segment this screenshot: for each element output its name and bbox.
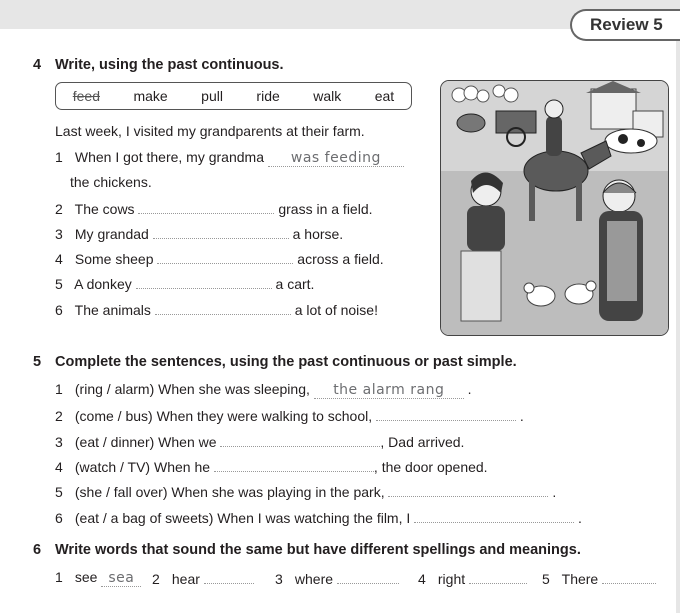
ex4-item-1 bbox=[55, 149, 404, 167]
item-word: There bbox=[561, 571, 599, 587]
item-number: 2 bbox=[152, 571, 160, 587]
ex5-item-5 bbox=[55, 482, 556, 500]
item-text: grass in a field. bbox=[278, 201, 373, 217]
word-bank-item: walk bbox=[313, 88, 342, 104]
item-text: . bbox=[552, 484, 557, 500]
answer-blank[interactable] bbox=[469, 569, 527, 584]
word-bank-item: ride bbox=[256, 88, 280, 104]
item-text: (she / fall over) When she was playing in the park, bbox=[74, 484, 385, 500]
item-text: . bbox=[519, 408, 524, 424]
answer-blank[interactable] bbox=[155, 300, 291, 315]
ex4-item-6 bbox=[55, 300, 378, 318]
answer-field[interactable]: the alarm rang bbox=[314, 382, 464, 399]
ex5-item-4 bbox=[55, 457, 488, 475]
item-number: 5 bbox=[542, 571, 550, 587]
item-number: 1 bbox=[55, 569, 63, 585]
ex4-number: 4 bbox=[33, 57, 42, 73]
word-bank-item: eat bbox=[374, 88, 395, 104]
answer-field[interactable]: was feeding bbox=[268, 150, 404, 167]
ex4-item-4 bbox=[55, 249, 384, 267]
item-text: The animals bbox=[74, 302, 151, 318]
answer-blank[interactable] bbox=[388, 482, 548, 497]
answer-blank[interactable] bbox=[153, 224, 289, 239]
cow-icon bbox=[605, 129, 657, 153]
ex6-item-2 bbox=[152, 569, 254, 587]
answer-field[interactable]: sea bbox=[101, 570, 141, 587]
item-text: The cows bbox=[74, 201, 135, 217]
answer-blank[interactable] bbox=[376, 406, 516, 421]
item-number: 5 bbox=[55, 484, 63, 500]
ex5-heading bbox=[33, 354, 517, 370]
word-bank-item: pull bbox=[201, 88, 223, 104]
ex5-item-1 bbox=[55, 381, 472, 399]
item-text: (come / bus) When they were walking to school, bbox=[74, 408, 373, 424]
item-text: When I got there, my grandma bbox=[74, 149, 264, 165]
item-text: . bbox=[467, 381, 472, 397]
ex5-number: 5 bbox=[33, 354, 42, 370]
item-word: right bbox=[437, 571, 466, 587]
item-text: . bbox=[578, 510, 582, 526]
answer-blank[interactable] bbox=[414, 508, 574, 523]
ex6-number: 6 bbox=[33, 542, 42, 558]
item-word: see bbox=[74, 569, 98, 585]
item-number: 4 bbox=[418, 571, 426, 587]
item-text: My grandad bbox=[74, 226, 149, 242]
ex6-heading bbox=[33, 542, 581, 558]
item-text: (eat / dinner) When we bbox=[74, 434, 217, 450]
answer-blank[interactable] bbox=[204, 569, 254, 584]
item-text: , the door opened. bbox=[373, 459, 488, 475]
answer-blank[interactable] bbox=[138, 199, 274, 214]
ex5-instruction: Complete the sentences, using the past continuous or past simple. bbox=[55, 354, 517, 370]
item-word: where bbox=[294, 571, 334, 587]
word-bank-item: make bbox=[133, 88, 168, 104]
review-label: Review 5 bbox=[590, 15, 663, 34]
item-word: hear bbox=[171, 571, 200, 587]
word-bank-item: feed bbox=[72, 88, 100, 104]
ex6-item-3 bbox=[275, 569, 399, 587]
item-number: 6 bbox=[55, 302, 63, 318]
ex6-instruction: Write words that sound the same but have different spellings and meanings. bbox=[55, 542, 581, 558]
ex4-instruction: Write, using the past continuous. bbox=[55, 57, 284, 73]
ex4-intro: Last week, I visited my grandparents at their farm. bbox=[55, 123, 365, 139]
ex4-item-5 bbox=[55, 274, 314, 292]
item-number: 2 bbox=[55, 408, 63, 424]
item-number: 3 bbox=[55, 226, 63, 242]
ex6-item-4 bbox=[418, 569, 527, 587]
word-bank bbox=[55, 82, 412, 110]
page-edge-strip bbox=[676, 29, 680, 613]
item-text: (watch / TV) When he bbox=[74, 459, 211, 475]
item-number: 2 bbox=[55, 201, 63, 217]
farm-illustration bbox=[440, 80, 669, 336]
item-number: 4 bbox=[55, 459, 63, 475]
item-number: 4 bbox=[55, 251, 63, 267]
review-tab bbox=[570, 9, 680, 41]
item-text: a cart. bbox=[275, 276, 315, 292]
item-number: 3 bbox=[275, 571, 283, 587]
ex4-item-1-cont: the chickens. bbox=[70, 174, 152, 190]
item-text: (ring / alarm) When she was sleeping, bbox=[74, 381, 310, 397]
item-text: (eat / a bag of sweets) When I was watching the film, I bbox=[74, 510, 411, 526]
item-number: 5 bbox=[55, 276, 63, 292]
answer-blank[interactable] bbox=[220, 432, 380, 447]
ex6-item-1 bbox=[55, 569, 141, 587]
answer-blank[interactable] bbox=[602, 569, 656, 584]
item-text: , Dad arrived. bbox=[380, 434, 465, 450]
ex4-item-3 bbox=[55, 224, 343, 242]
answer-blank[interactable] bbox=[214, 457, 374, 472]
ex5-item-3 bbox=[55, 432, 464, 450]
ex6-item-5 bbox=[542, 569, 656, 587]
item-number: 3 bbox=[55, 434, 63, 450]
answer-blank[interactable] bbox=[136, 274, 272, 289]
item-text: a horse. bbox=[292, 226, 344, 242]
ex4-heading bbox=[33, 57, 284, 73]
item-text: A donkey bbox=[74, 276, 132, 292]
item-number: 1 bbox=[55, 149, 63, 165]
item-text: across a field. bbox=[297, 251, 384, 267]
answer-blank[interactable] bbox=[337, 569, 399, 584]
ex5-item-6 bbox=[55, 508, 582, 526]
answer-blank[interactable] bbox=[157, 249, 293, 264]
item-text: Some sheep bbox=[74, 251, 154, 267]
ex4-item-2 bbox=[55, 199, 373, 217]
item-number: 1 bbox=[55, 381, 63, 397]
ex5-item-2 bbox=[55, 406, 524, 424]
item-number: 6 bbox=[55, 510, 63, 526]
item-text: a lot of noise! bbox=[294, 302, 378, 318]
